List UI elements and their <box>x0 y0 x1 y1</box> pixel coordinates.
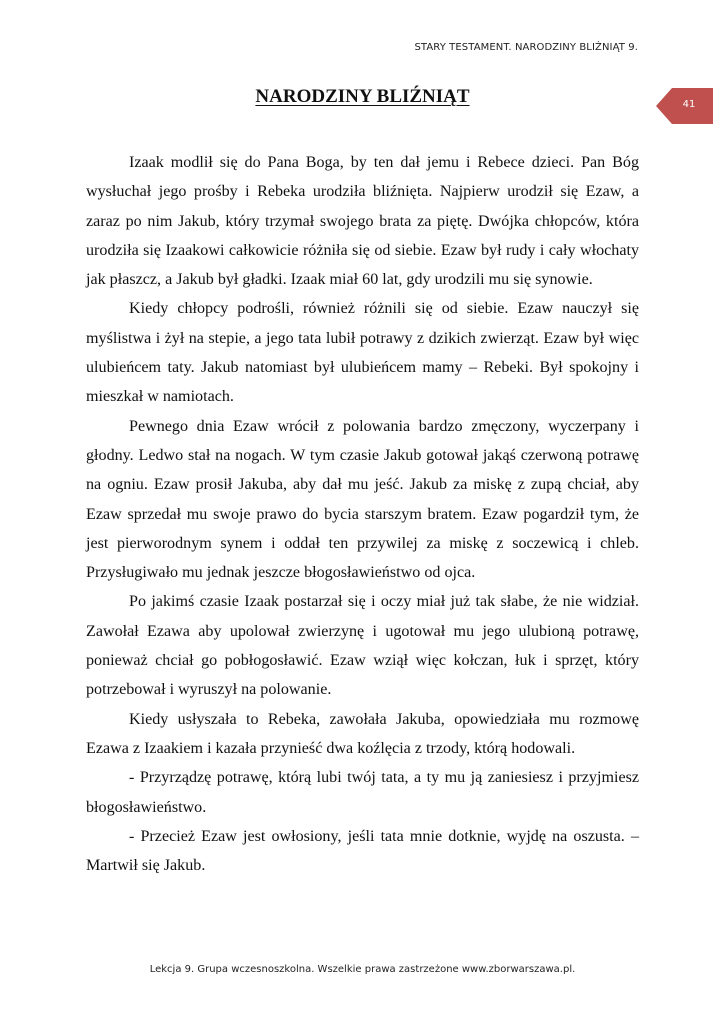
paragraph: Kiedy usłyszała to Rebeka, zawołała Jakuba, opowiedziała mu rozmowę Ezawa z Izaakiem i kazała przynieść dwa koźlęcia z trzody, którą hodowali. <box>86 710 639 757</box>
page-footer: Lekcja 9. Grupa wczesnoszkolna. Wszelkie prawa zastrzeżone www.zborwarszawa.pl. <box>149 964 576 975</box>
paragraph: Po jakimś czasie Izaak postarzał się i oczy miał już tak słabe, że nie widział. Zawołał Ezawa aby upolował zwierzynę i ugotował mu jego ulubioną potrawę, ponieważ chciał go pobłogosławić. Ezaw wziął więc kołczan, łuk i sprzęt, który potrzebował i wyruszył na polowanie. <box>86 593 639 699</box>
page-number: 41 <box>682 99 696 110</box>
paragraph: Pewnego dnia Ezaw wrócił z polowania bardzo zmęczony, wyczerpany i głodny. Ledwo stał na nogach. W tym czasie Jakub gotował jakąś czerwoną potrawę na ogniu. Ezaw prosił Jakuba, aby dał mu jeść. Jakub za miskę z zupą chciał, aby Ezaw sprzedał mu swoje prawo do bycia starszym bratem. Ezaw pogardził tym, że jest pierworodnym synem i oddał ten przywilej za miskę z soczewicą i chleb. Przysługiwało mu jednak jeszcze błogosławieństwo od ojca. <box>86 417 639 582</box>
page-title: NARODZINY BLIŹNIĄT <box>255 86 470 107</box>
paragraph: Kiedy chłopcy podrośli, również różnili się od siebie. Ezaw nauczył się myślistwa i żył na stepie, a jego tata lubił potrawy z dzikich zwierząt. Ezaw był więc ulubieńcem taty. Jakub natomiast był ulubieńcem mamy – Rebeki. Był spokojny i mieszkał w namiotach. <box>86 300 639 406</box>
dialogue-line: - Przyrządzę potrawę, którą lubi twój tata, a ty mu ją zaniesiesz i przyjmiesz błogosławieństwo. <box>86 769 639 816</box>
story-body <box>86 148 639 880</box>
paragraph: Izaak modlił się do Pana Boga, by ten dał jemu i Rebece dzieci. Pan Bóg wysłuchał jego prośby i Rebeka urodziła bliźnięta. Najpierw urodził się Ezaw, a zaraz po nim Jakub, który trzymał swojego brata za piętę. Dwójka chłopców, która urodziła się Izaakowi całkowicie różniła się od siebie. Ezaw był rudy i cały włochaty jak płaszcz, a Jakub był gładki. Izaak miał 60 lat, gdy urodzili mu się synowie. <box>86 154 639 289</box>
running-header: STARY TESTAMENT. NARODZINY BLIŹNIĄT 9. <box>414 42 638 53</box>
dialogue-line: - Przecież Ezaw jest owłosiony, jeśli tata mnie dotknie, wyjdę na oszusta. – Martwił się Jakub. <box>86 827 639 875</box>
